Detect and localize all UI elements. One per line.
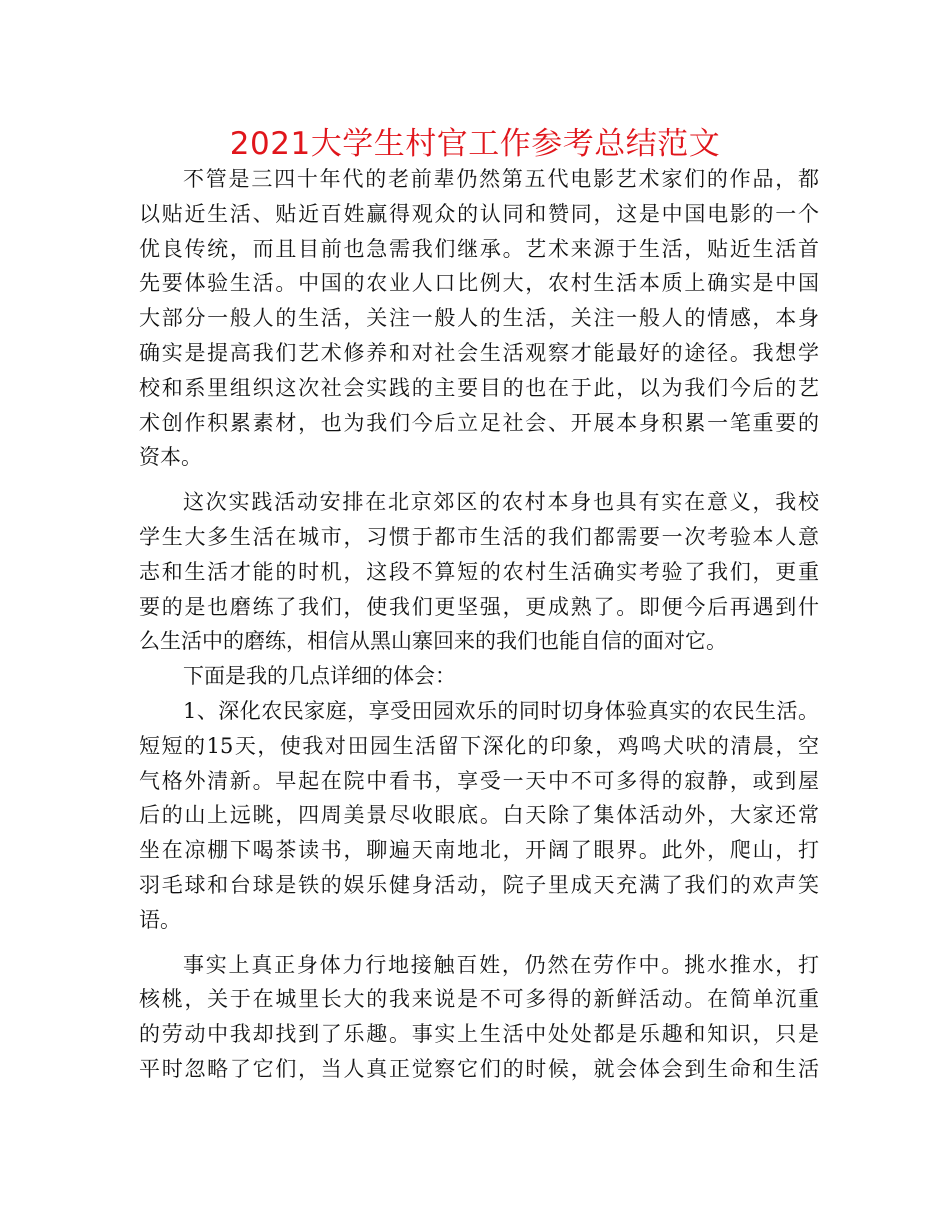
text-line: 不管是三四十年代的老前辈仍然第五代电影艺术家们的作品，都 [183, 167, 819, 191]
text-line: 资本。 [139, 445, 202, 470]
text-line: 要的是也磨练了我们，使我们更坚强，更成熟了。即便今后再遇到什 [139, 594, 819, 619]
paragraph-gap [139, 475, 819, 485]
document-title: 2021大学生村官工作参考总结范文 [229, 126, 721, 162]
text-line: 短短的15天，使我对田园生活留下深化的印象，鸡鸣犬吠的清晨，空 [139, 733, 819, 758]
text-line: 下面是我的几点详细的体会： [183, 664, 456, 689]
text-line: 这次实践活动安排在北京郊区的农村本身也具有实在意义，我校 [183, 490, 819, 515]
paragraph-2 [139, 485, 819, 659]
text-line: 后的山上远眺，四周美景尽收眼底。白天除了集体活动外，大家还常 [139, 803, 819, 828]
text-line: 语。 [139, 907, 181, 932]
text-line: 羽毛球和台球是铁的娱乐健身活动，院子里成天充满了我们的欢声笑 [139, 872, 819, 897]
text-line: 的劳动中我却找到了乐趣。事实上生活中处处都是乐趣和知识，只是 [139, 1022, 819, 1047]
text-line: 术创作积累素材，也为我们今后立足社会、开展本身积累一笔重要的 [139, 410, 819, 435]
text-line: 校和系里组织这次社会实践的主要目的也在于此，以为我们今后的艺 [139, 375, 819, 400]
paragraph-5 [139, 948, 819, 1087]
text-line: 核桃，关于在城里长大的我来说是不可多得的新鲜活动。在简单沉重 [139, 987, 819, 1012]
text-line: 气格外清新。早起在院中看书，享受一天中不可多得的寂静，或到屋 [139, 768, 819, 793]
text-line: 先要体验生活。中国的农业人口比例大，农村生活本质上确实是中国 [139, 271, 819, 296]
paragraph-gap [139, 938, 819, 948]
paragraph-1 [139, 162, 819, 475]
text-line: 么生活中的磨练，相信从黑山寨回来的我们也能自信的面对它。 [139, 629, 727, 654]
text-line: 事实上真正身体力行地接触百姓，仍然在劳作中。挑水推水，打 [183, 952, 819, 977]
text-line: 坐在凉棚下喝茶读书，聊遍天南地北，开阔了眼界。此外，爬山，打 [139, 838, 819, 863]
text-line: 大部分一般人的生活，关注一般人的生活，关注一般人的情感，本身 [139, 306, 819, 331]
text-line: 以贴近生活、贴近百姓赢得观众的认同和赞同，这是中国电影的一个 [139, 201, 819, 226]
paragraph-3 [139, 659, 819, 694]
text-line: 1、深化农民家庭，享受田园欢乐的同时切身体验真实的农民生活。 [183, 698, 819, 723]
text-line: 优良传统，而且目前也急需我们继承。艺术来源于生活，贴近生活首 [139, 236, 819, 261]
text-line: 平时忽略了它们，当人真正觉察它们的时候，就会体会到生命和生活 [139, 1056, 819, 1081]
text-line: 学生大多生活在城市，习惯于都市生活的我们都需要一次考验本人意 [139, 524, 819, 549]
document-body [139, 162, 819, 1087]
paragraph-4 [139, 694, 819, 938]
text-line: 志和生活才能的时机，这段不算短的农村生活确实考验了我们，更重 [139, 559, 819, 584]
text-line: 确实是提高我们艺术修养和对社会生活观察才能最好的途径。我想学 [139, 340, 819, 365]
